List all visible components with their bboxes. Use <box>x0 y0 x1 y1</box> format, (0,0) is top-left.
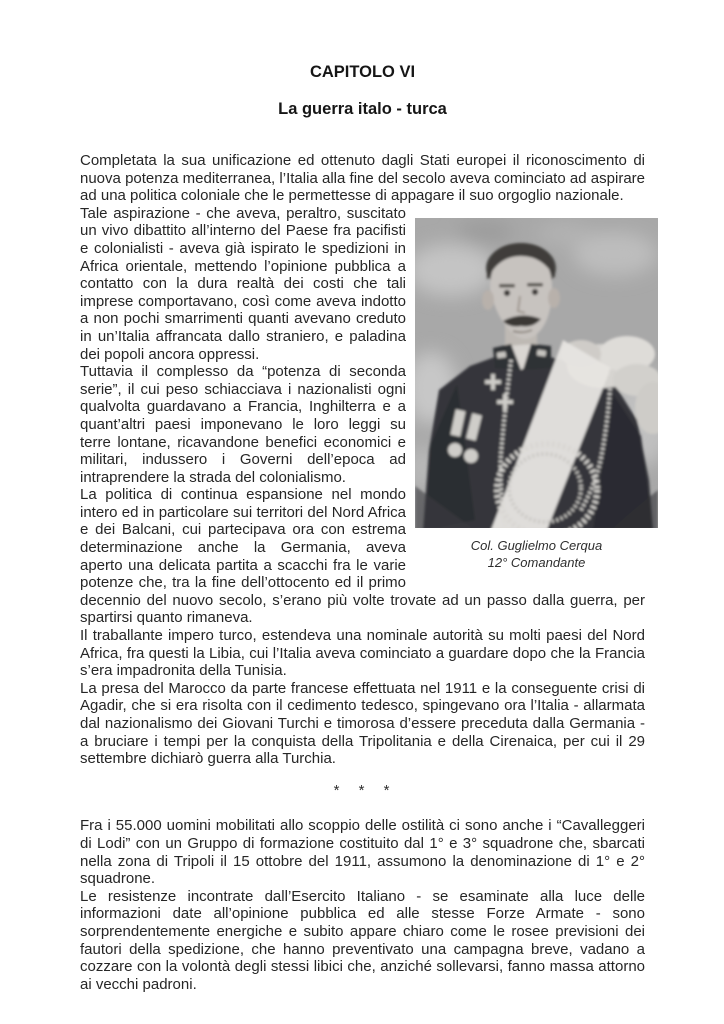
paragraph-politica-espansione: La politica di continua espansione nel mondo intero ed in particolare sui territori del Nord Africa e dei Balcani, cui partecipava ora con estrema determinazione anche la Germania, aveva aperto una delicata partita a scacchi fra le varie potenze che, tra la fine dell’ottocento ed il primo decennio del nuovo secolo, s’erano più volte trovate ad un passo dalla guerra, per spartirsi quanto rimaneva. <box>80 486 645 627</box>
paragraph-aspirazione: Tale aspirazione - che aveva, peraltro, suscitato un vivo dibattito all’interno del Paese fra pacifisti e colonialisti - aveva già ispirato le spedizioni in Africa orientale, mettendo l’opinione pubblica a contatto con la dura realtà dei costi che tali imprese comportavano, così come aveva indotto a non pochi smarrimenti quanti avevano creduto in un’Italia affrancata dallo straniero, e paladina dei popoli ancora oppressi. <box>80 204 406 363</box>
portrait-figure <box>415 218 658 572</box>
paragraph-cavalleggeri: Fra i 55.000 uomini mobilitati allo scoppio delle ostilità ci sono anche i “Cavalleggeri di Lodi” con un Gruppo di formazione costituito dal 1° e 3° squadrone che, sbarcati nella zona di Tripoli il 15 ottobre del 1911, assumono la denominazione di 1° e 2° squadrone. <box>80 817 645 888</box>
section-separator: * * * <box>333 781 392 799</box>
chapter-title: CAPITOLO VI <box>309 63 416 81</box>
photo-caption <box>415 537 658 572</box>
paragraph-intro: Completata la sua unificazione ed ottenuto dagli Stati europei il riconoscimento di nuova potenza mediterranea, l’Italia alla fine del secolo aveva cominciato ad aspirare ad una politica coloniale che le permettesse di appagare il suo orgoglio nazionale. <box>80 152 645 205</box>
chapter-subtitle: La guerra italo - turca <box>278 100 447 118</box>
paragraph-potenza-seconda-serie: Tuttavia il complesso da “potenza di seconda serie”, il cui peso schiacciava i nazionalisti ogni qualvolta guardavano a Francia, Inghilterra e a quant’altri paesi imponevano le loro leggi su terre lontane, ricavandone benefici economici e militari, indussero i Governi dell’epoca ad intraprendere la strada del colonialismo. <box>80 363 406 486</box>
paragraph-resistenze: Le resistenze incontrate dall’Esercito Italiano - se esaminate alla luce delle informazioni date all’opinione pubblica ed alle stesse Forze Armate - sono sorprendentemente energiche e subito appare chiaro come le rosee previsioni dei fautori della spedizione, che hanno preventivato una campagna breve, vadano a cozzare con la volontà degli stessi libici che, anziché sollevarsi, fanno massa attorno ai vecchi padroni. <box>80 887 645 993</box>
paragraph-impero-turco: Il traballante impero turco, estendeva una nominale autorità su molti paesi del Nord Africa, fra questi la Libia, cui l’Italia aveva cominciato a guardare dopo che la Francia s’era impadronita della Tunisia. <box>80 627 645 680</box>
photo-caption-name: Col. Guglielmo Cerqua <box>470 537 603 553</box>
body-text <box>80 152 645 993</box>
paragraph-presa-marocco: La presa del Marocco da parte francese effettuata nel 1911 e la conseguente crisi di Agadir, che si era risolta con il cedimento tedesco, spingevano ora l’Italia - allarmata dal nazionalismo dei Giovani Turchi e timorosa d’essere preceduta dalla Germania - a bruciare i tempi per la conquista della Tripolitania e della Cirenaica, per cui il 29 settembre dichiarò guerra alla Turchia. <box>80 679 645 768</box>
photo-caption-role: 12° Comandante <box>487 555 586 571</box>
portrait-photo <box>415 218 658 528</box>
